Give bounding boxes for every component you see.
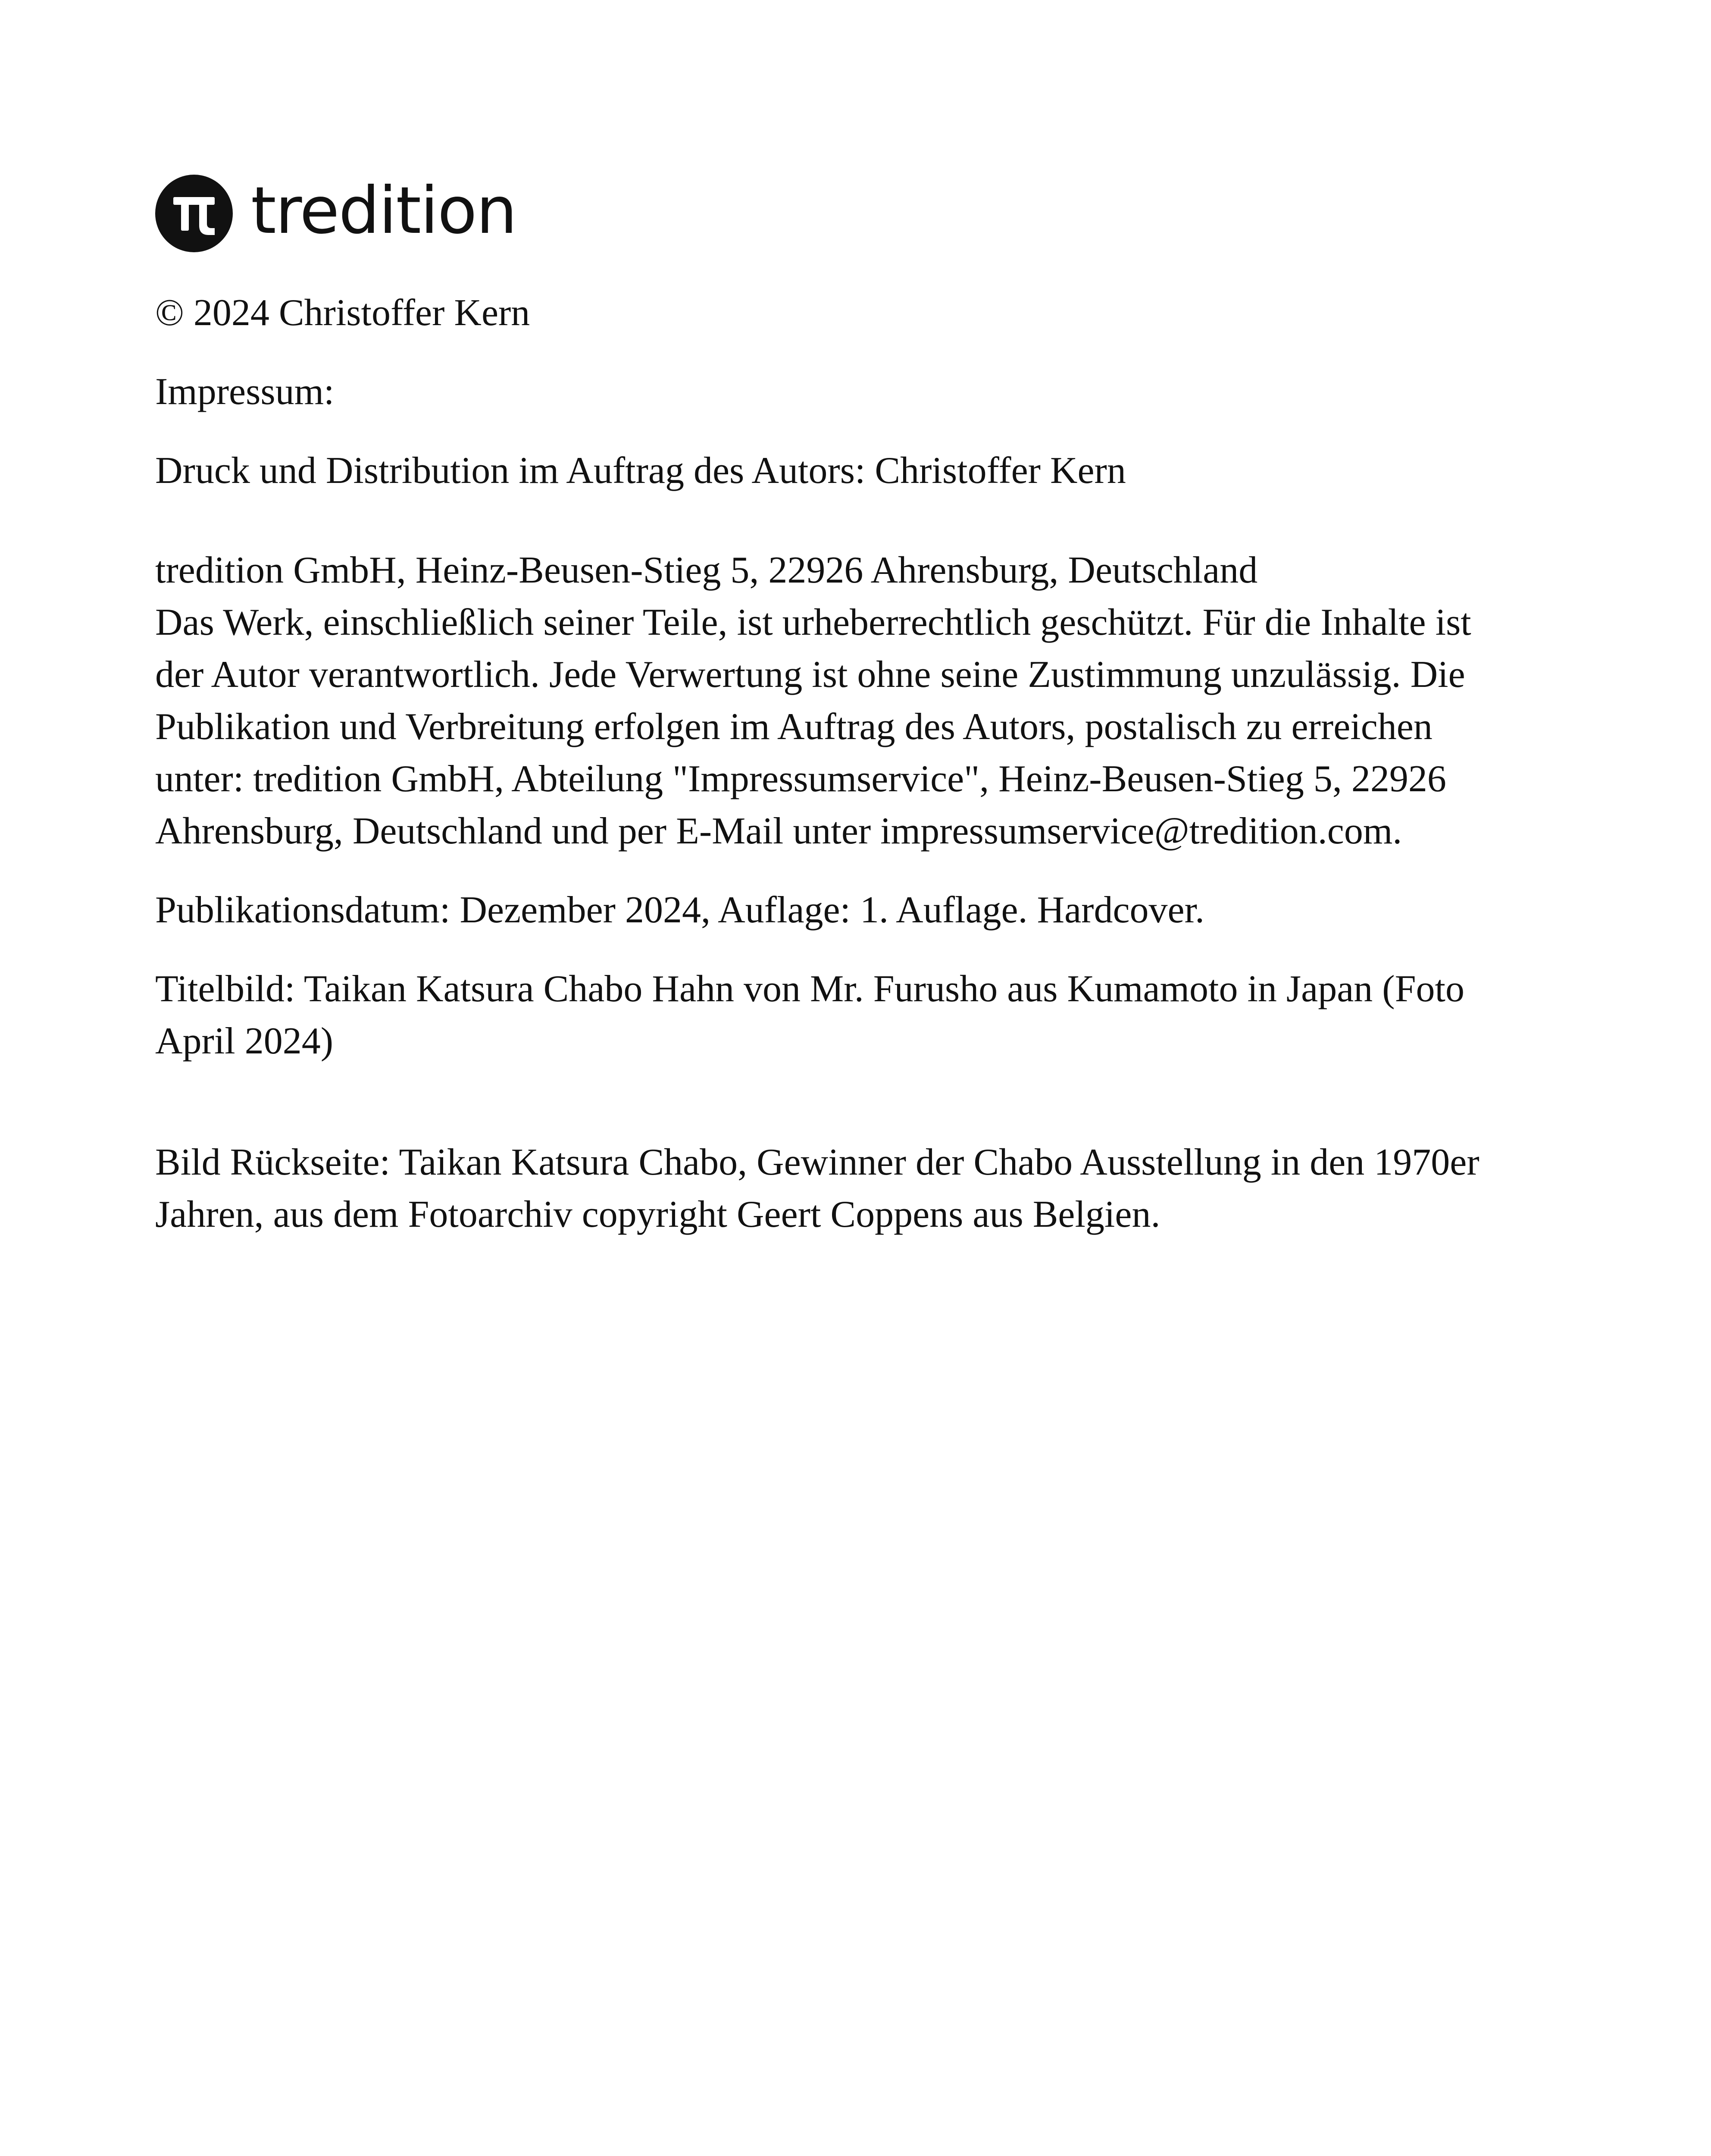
- legal-line: Ahrensburg, Deutschland und per E-Mail unter impressumservice@tredition.com.: [155, 810, 1402, 852]
- tredition-t-icon: [155, 175, 233, 252]
- cover-credit-line: April 2024): [155, 1020, 334, 1062]
- legal-line: Das Werk, einschließlich seiner Teile, ist urheberrechtlich geschützt. Für die Inhalte ist: [155, 602, 1471, 643]
- publisher-logo-text: tredition: [251, 173, 516, 248]
- cover-credit-line: Titelbild: Taikan Katsura Chabo Hahn von Mr. Furusho aus Kumamoto in Japan (Foto: [155, 968, 1464, 1010]
- back-credit-line: Bild Rückseite: Taikan Katsura Chabo, Gewinner der Chabo Ausstellung in den 1970er: [155, 1141, 1480, 1183]
- print-distribution-line: Druck und Distribution im Auftrag des Autors: Christoffer Kern: [155, 450, 1126, 492]
- legal-line: tredition GmbH, Heinz-Beusen-Stieg 5, 22926 Ahrensburg, Deutschland: [155, 549, 1258, 591]
- legal-line: unter: tredition GmbH, Abteilung "Impressumservice", Heinz-Beusen-Stieg 5, 22926: [155, 758, 1446, 800]
- publication-info: Publikationsdatum: Dezember 2024, Auflage: 1. Auflage. Hardcover.: [155, 889, 1205, 931]
- legal-line: Publikation und Verbreitung erfolgen im Auftrag des Autors, postalisch zu erreichen: [155, 706, 1433, 748]
- back-image-credit: [155, 1136, 1578, 1241]
- imprint-content: [155, 287, 1578, 1241]
- publisher-logo: [155, 172, 516, 254]
- impressum-heading: Impressum:: [155, 371, 335, 413]
- cover-image-credit: [155, 963, 1578, 1067]
- back-credit-line: Jahren, aus dem Fotoarchiv copyright Geert Coppens aus Belgien.: [155, 1194, 1160, 1235]
- copyright-line: © 2024 Christoffer Kern: [155, 292, 530, 334]
- legal-paragraph: [155, 544, 1578, 857]
- legal-line: der Autor verantwortlich. Jede Verwertung ist ohne seine Zustimmung unzulässig. Die: [155, 654, 1465, 696]
